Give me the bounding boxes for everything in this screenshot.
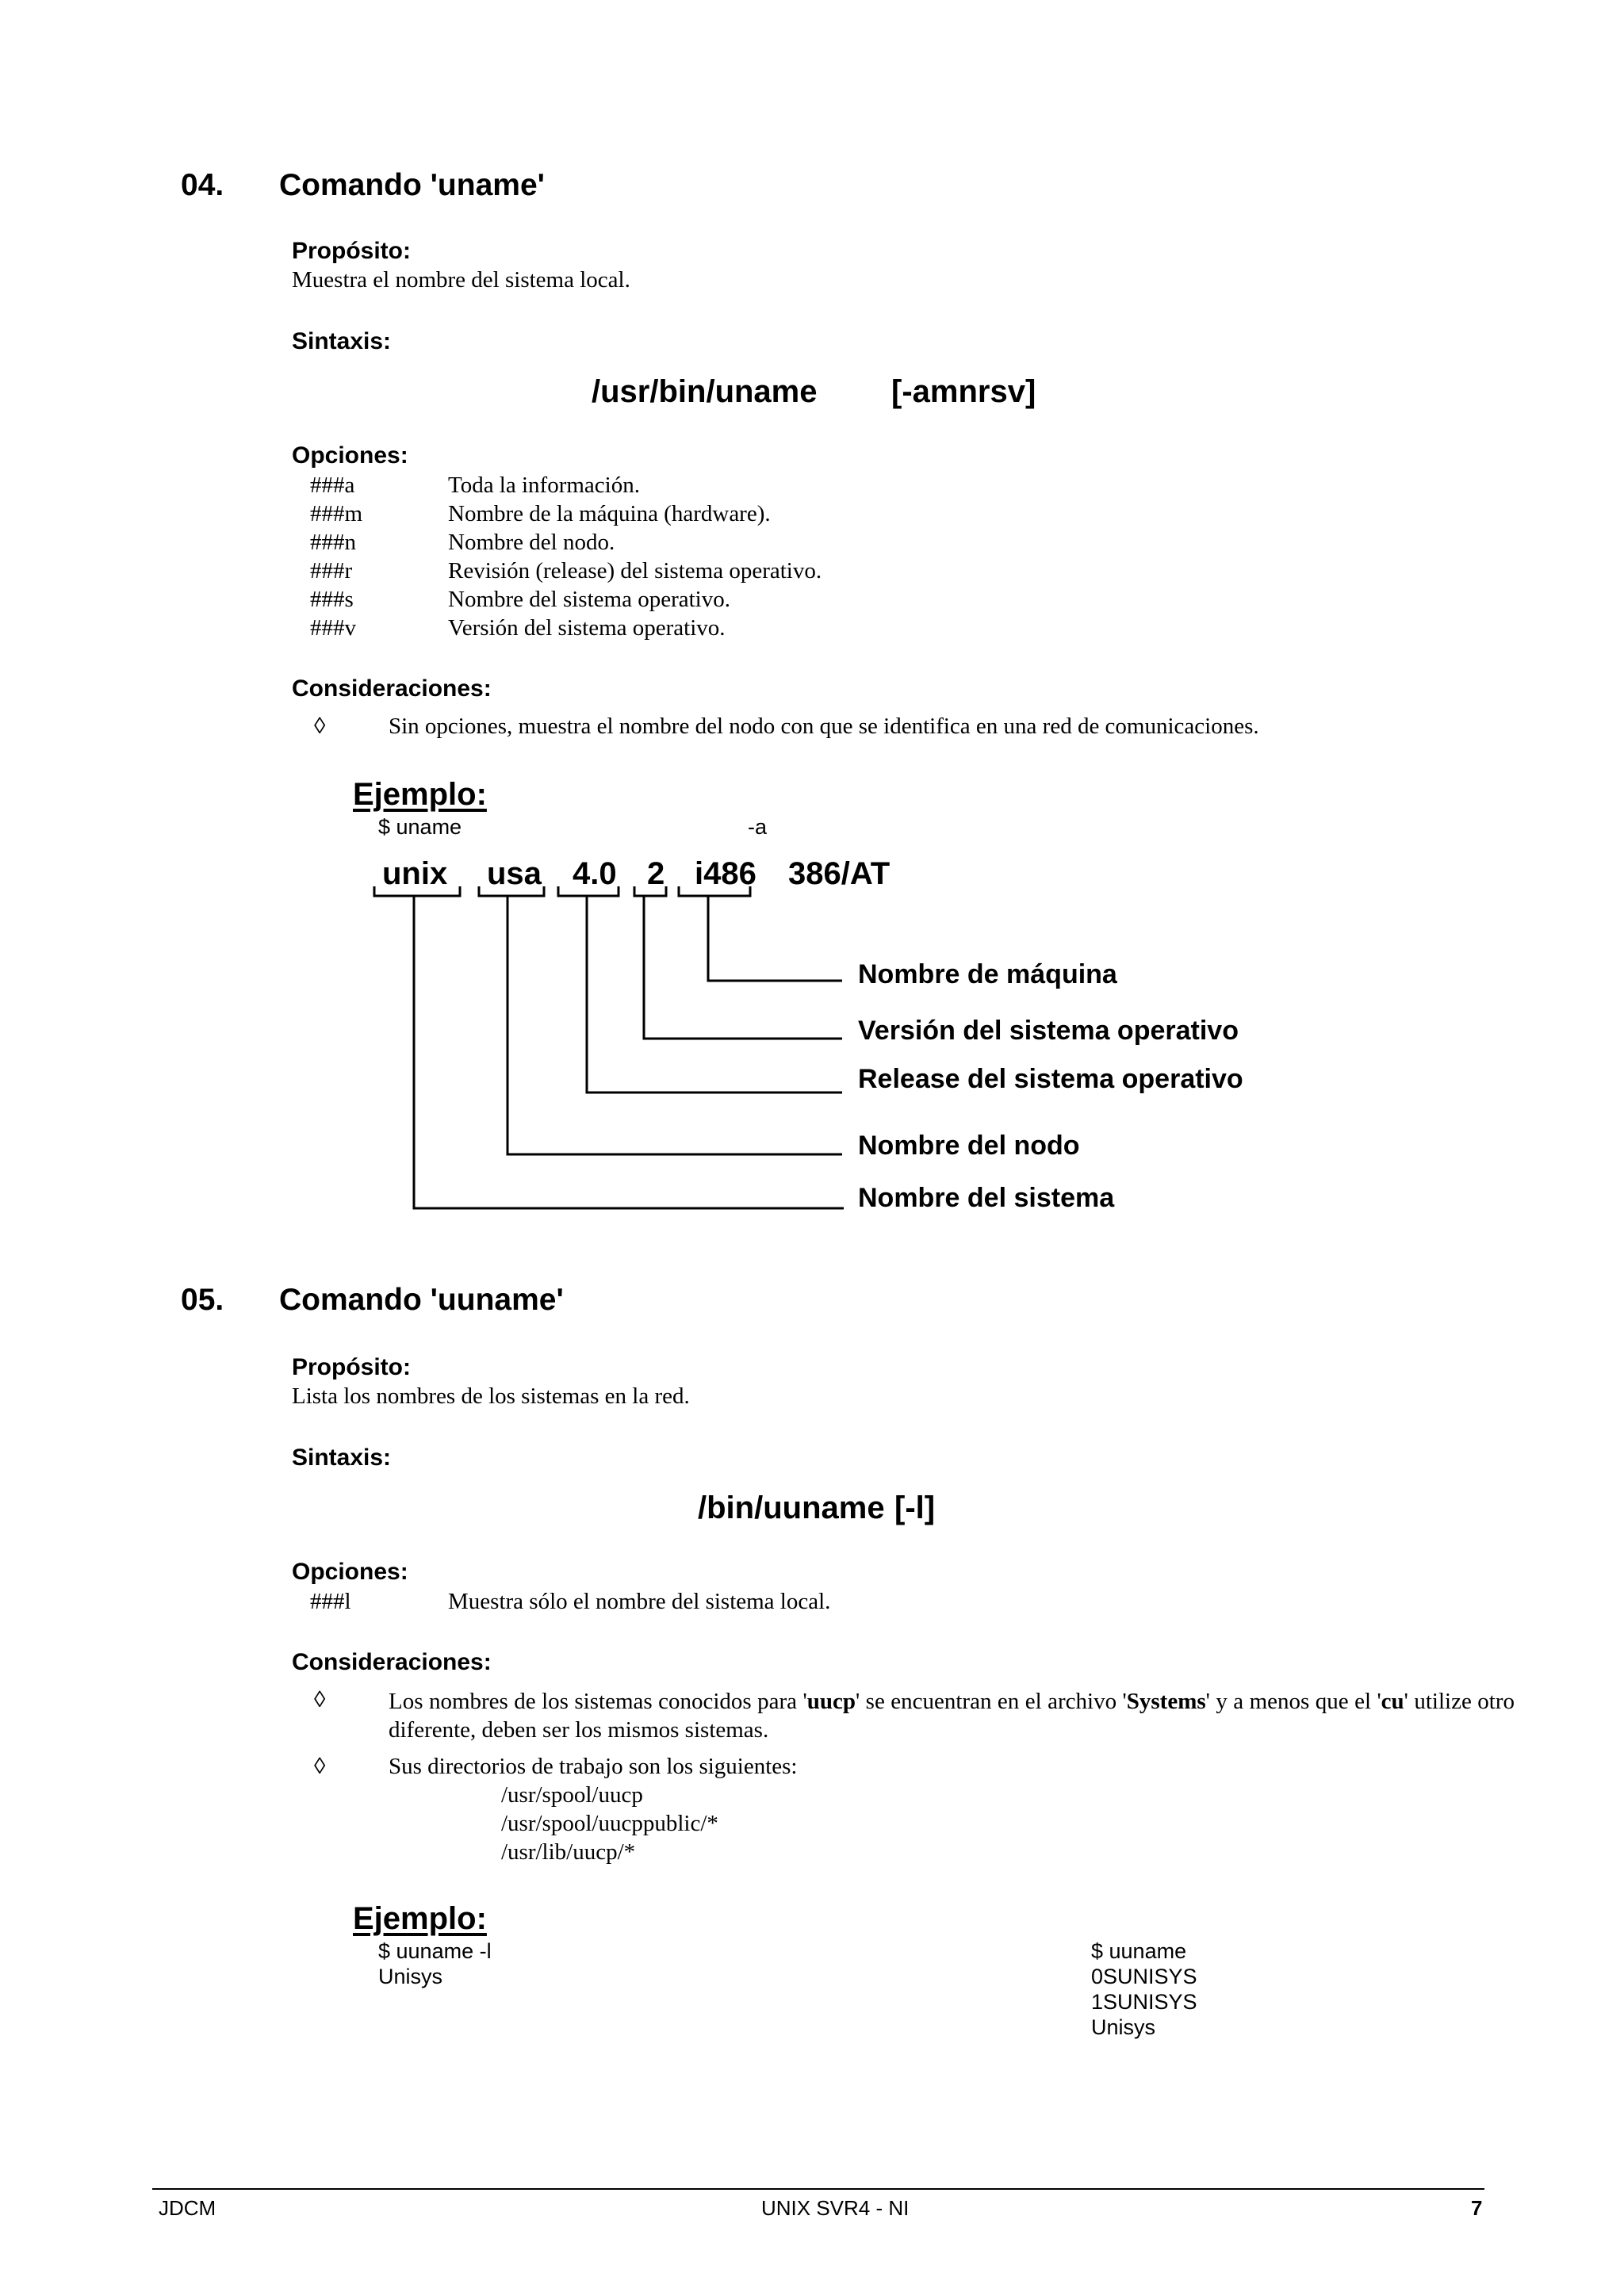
option-desc: Revisión (release) del sistema operativo. [448, 558, 822, 584]
consideration-text: Los nombres de los sistemas conocidos para 'uucp' se encuentran en el archivo 'Systems' y a menos que el 'cu' utilize otro diferente, deben ser los mismos sistemas. [389, 1689, 1515, 1743]
option-flag: ###r [310, 558, 353, 584]
footer-author: JDCM [159, 2196, 216, 2220]
bullet-icon: ◊ [314, 714, 326, 739]
output-token-node: usa [487, 856, 542, 891]
purpose-label: Propósito: [292, 238, 411, 264]
syntax-options: [-amnrsv] [891, 374, 1036, 409]
section-title: Comando 'uname' [279, 168, 545, 202]
diagram-label-release: Release del sistema operativo [858, 1064, 1243, 1094]
considerations-label: Consideraciones: [292, 675, 492, 702]
consideration-text: Sus directorios de trabajo son los siguientes: [389, 1754, 798, 1779]
footer-divider [152, 2188, 1484, 2190]
option-desc: Toda la información. [448, 473, 640, 498]
directory-path: /usr/lib/uucp/* [501, 1839, 636, 1865]
bracket-version [634, 886, 666, 896]
purpose-text: Muestra el nombre del sistema local. [292, 267, 630, 293]
example-title: Ejemplo: [353, 1901, 487, 1936]
option-flag: ###n [310, 530, 356, 555]
directory-path: /usr/spool/uucppublic/* [501, 1811, 718, 1836]
option-desc: Nombre del nodo. [448, 530, 615, 555]
output-token-release: 4.0 [573, 856, 617, 891]
consideration-text: Sin opciones, muestra el nombre del nodo con que se identifica en una red de comunicaciones. [389, 714, 1259, 739]
leader-machine [708, 896, 842, 981]
options-label: Opciones: [292, 1559, 408, 1585]
section-number: 04. [181, 168, 224, 202]
syntax-command: /bin/uuname [698, 1490, 885, 1525]
output-token-arch: 386/AT [788, 856, 891, 891]
leader-node [508, 896, 842, 1154]
syntax-label: Sintaxis: [292, 328, 392, 354]
example-line: $ uuname [1091, 1939, 1187, 1963]
diagram-label-system: Nombre del sistema [858, 1183, 1115, 1213]
directory-path: /usr/spool/uucp [501, 1782, 643, 1808]
option-desc: Nombre del sistema operativo. [448, 587, 730, 612]
example-command: $ uname [378, 815, 462, 839]
options-label: Opciones: [292, 442, 408, 469]
syntax-options: [-l] [894, 1490, 936, 1525]
option-flag: ###a [310, 473, 355, 498]
bullet-icon: ◊ [314, 1754, 326, 1779]
output-token-machine: i486 [695, 856, 756, 891]
option-desc: Versión del sistema operativo. [448, 615, 726, 641]
page-number: 7 [1471, 2196, 1483, 2220]
option-flag: ###l [310, 1589, 351, 1614]
option-flag: ###m [310, 501, 363, 526]
example-title: Ejemplo: [353, 777, 487, 812]
syntax-label: Sintaxis: [292, 1445, 392, 1471]
example-line: Unisys [1091, 2015, 1156, 2039]
diagram-label-node: Nombre del nodo [858, 1131, 1080, 1161]
bracket-release [558, 886, 619, 896]
bullet-icon: ◊ [314, 1687, 326, 1712]
purpose-label: Propósito: [292, 1354, 411, 1380]
example-line: 0SUNISYS [1091, 1965, 1197, 1988]
leader-version [644, 896, 842, 1039]
option-flag: ###v [310, 615, 356, 641]
option-flag: ###s [310, 587, 354, 612]
section-number: 05. [181, 1283, 224, 1317]
section-title: Comando 'uuname' [279, 1283, 564, 1317]
bracket-system [374, 886, 460, 896]
output-token-version: 2 [647, 856, 665, 891]
option-desc: Muestra sólo el nombre del sistema local. [448, 1589, 831, 1614]
output-token-system: unix [382, 856, 448, 891]
leader-system [414, 896, 844, 1208]
diagram-label-version: Versión del sistema operativo [858, 1016, 1239, 1046]
footer-title: UNIX SVR4 - NI [761, 2196, 910, 2220]
example-flag: -a [748, 815, 768, 839]
leader-release [587, 896, 842, 1093]
example-line: Unisys [378, 1965, 443, 1988]
considerations-label: Consideraciones: [292, 1649, 492, 1675]
example-line: $ uuname -l [378, 1939, 492, 1963]
bracket-machine [679, 886, 750, 896]
syntax-command: /usr/bin/uname [592, 374, 818, 409]
diagram-label-machine: Nombre de máquina [858, 959, 1117, 989]
example-line: 1SUNISYS [1091, 1990, 1197, 2014]
option-desc: Nombre de la máquina (hardware). [448, 501, 771, 526]
bracket-node [479, 886, 544, 896]
purpose-text: Lista los nombres de los sistemas en la red. [292, 1383, 690, 1409]
